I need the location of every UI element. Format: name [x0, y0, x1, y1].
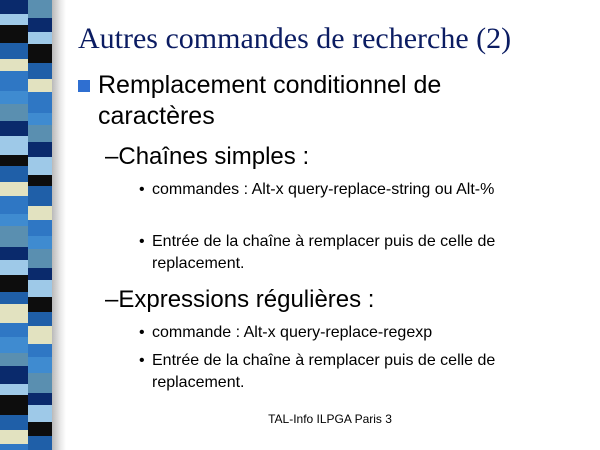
- strip-block: [28, 32, 52, 44]
- strip-block: [0, 275, 28, 292]
- footer-text: TAL-Info ILPGA Paris 3: [268, 412, 392, 426]
- list-item: [139, 179, 569, 201]
- strip-block: [0, 14, 28, 25]
- strip-block: [28, 357, 52, 373]
- strip-shadow: [52, 0, 66, 450]
- strip-block: [28, 113, 52, 125]
- strip-block: [28, 206, 52, 220]
- strip-block: [0, 182, 28, 196]
- strip-column-inner: [28, 0, 52, 450]
- section-heading-text: Chaînes simples :: [118, 143, 310, 170]
- section-heading-expressions: [105, 286, 374, 314]
- strip-block: [0, 247, 28, 260]
- strip-block: [0, 59, 28, 71]
- square-bullet-icon: [78, 80, 90, 92]
- strip-block: [0, 43, 28, 59]
- bullet-dot: •: [139, 352, 145, 369]
- section-heading-text: Expressions régulières :: [118, 286, 375, 313]
- strip-column-outer: [0, 0, 28, 450]
- strip-block: [0, 337, 28, 353]
- strip-block: [28, 44, 52, 63]
- slide-footer: [0, 412, 600, 426]
- strip-block: [0, 304, 28, 323]
- strip-block: [28, 436, 52, 450]
- strip-block: [0, 91, 28, 104]
- list-item-text: Entrée de la chaîne à remplacer puis de celle de replacement.: [152, 352, 496, 391]
- strip-block: [0, 226, 28, 247]
- list-item-text: commandes : Alt-x query-replace-string ou Alt-%: [152, 181, 495, 198]
- strip-block: [28, 79, 52, 92]
- list-item-text: commande : Alt-x query-replace-regexp: [152, 324, 433, 341]
- bullet-dot: •: [139, 324, 145, 341]
- strip-block: [0, 0, 28, 14]
- bullet-dot: •: [139, 181, 145, 198]
- strip-block: [28, 92, 52, 113]
- strip-block: [28, 268, 52, 280]
- section-heading-chaines: [105, 143, 309, 171]
- strip-block: [0, 214, 28, 226]
- strip-block: [0, 260, 28, 275]
- strip-block: [28, 186, 52, 206]
- strip-block: [28, 175, 52, 186]
- strip-block: [28, 280, 52, 297]
- strip-block: [28, 344, 52, 357]
- strip-block: [28, 312, 52, 326]
- strip-block: [0, 323, 28, 337]
- strip-block: [28, 297, 52, 312]
- strip-block: [0, 366, 28, 384]
- strip-block: [28, 326, 52, 344]
- strip-block: [0, 71, 28, 91]
- strip-block: [28, 142, 52, 157]
- strip-block: [28, 18, 52, 32]
- strip-block: [0, 166, 28, 182]
- strip-block: [0, 444, 28, 450]
- bullet-dot: •: [139, 233, 145, 250]
- bullet-level1: [78, 70, 508, 132]
- list-item: [139, 231, 569, 275]
- strip-block: [28, 157, 52, 175]
- strip-block: [28, 373, 52, 393]
- strip-block: [0, 196, 28, 214]
- strip-block: [0, 104, 28, 121]
- list-item-text: Entrée de la chaîne à remplacer puis de celle de replacement.: [152, 233, 496, 272]
- dash-bullet: –: [105, 143, 119, 170]
- strip-block: [0, 25, 28, 43]
- strip-block: [28, 236, 52, 249]
- strip-block: [0, 121, 28, 136]
- list-item: [139, 350, 569, 394]
- dash-bullet: –: [105, 286, 119, 313]
- strip-block: [0, 292, 28, 304]
- strip-block: [0, 136, 28, 155]
- strip-block: [28, 220, 52, 236]
- strip-block: [28, 249, 52, 268]
- strip-block: [0, 384, 28, 395]
- strip-block: [28, 63, 52, 79]
- strip-block: [0, 430, 28, 444]
- slide-title: Autres commandes de recherche (2): [78, 22, 512, 55]
- strip-block: [28, 125, 52, 142]
- bullet-level1-text: Remplacement conditionnel de caractères: [98, 71, 442, 130]
- strip-block: [0, 353, 28, 366]
- strip-block: [28, 0, 52, 18]
- strip-block: [0, 155, 28, 166]
- strip-block: [28, 393, 52, 405]
- list-item: [139, 322, 569, 344]
